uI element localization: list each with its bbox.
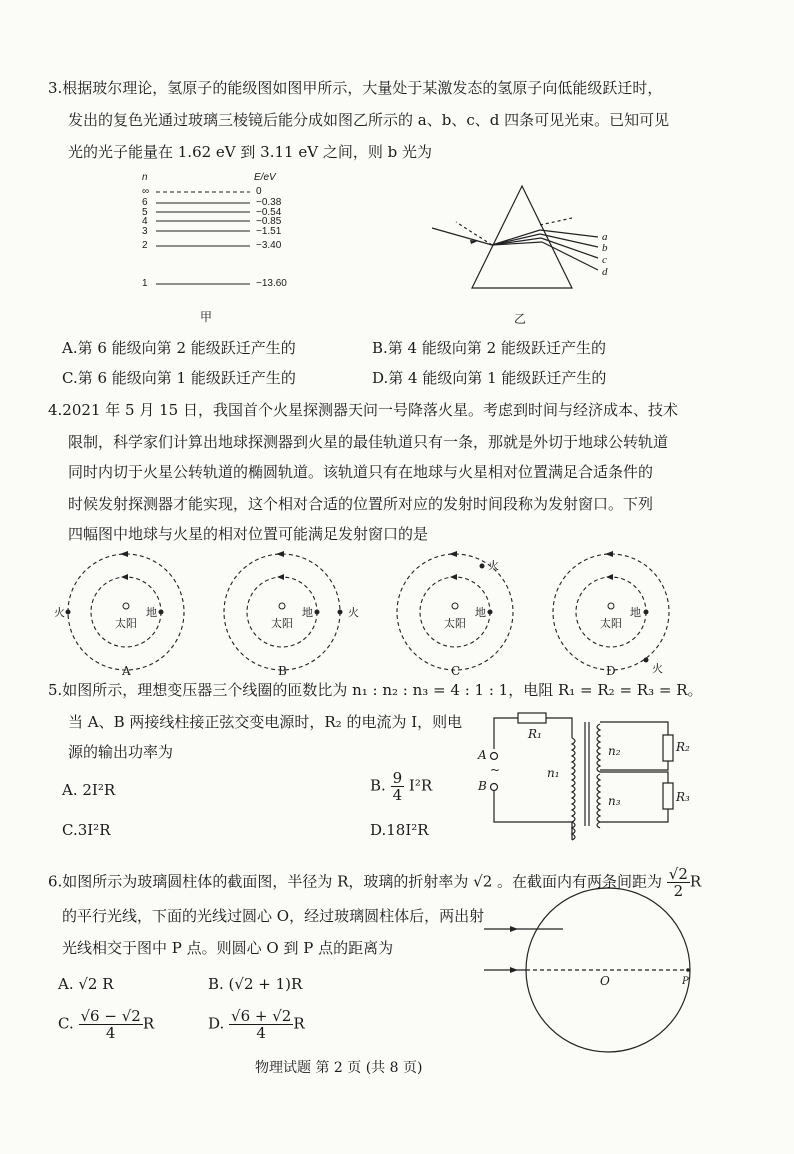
q3-line2: 发出的复色光通过玻璃三棱镜后能分成如图乙所示的 a、b、c、d 四条可见光束。已知可见	[68, 111, 670, 129]
sun-label-a: 太阳	[115, 617, 137, 630]
q4-line5: 四幅图中地球与火星的相对位置可能满足发射窗口的是	[68, 525, 429, 543]
level-n-6: 6	[142, 197, 148, 208]
q6-fraction-suffix: R	[689, 872, 702, 891]
n-header: n	[142, 172, 148, 183]
earth-label-a: 地	[146, 606, 157, 619]
caption-yi: 乙	[514, 312, 527, 326]
earth-label-c: 地	[475, 606, 486, 619]
sun-label-c: 太阳	[444, 617, 466, 630]
center-o-label: O	[600, 974, 610, 988]
q3-option-c: C.第 6 能级向第 1 能级跃迁产生的	[62, 369, 296, 387]
r1-label: R₁	[528, 727, 542, 741]
energy-level-lines	[156, 192, 250, 284]
fraction-numerator: √6 + √2	[231, 1007, 292, 1025]
q6-option-c-fraction	[79, 1008, 143, 1041]
glass-cylinder-diagram	[484, 888, 690, 1052]
q4-line3: 同时内切于火星公转轨道的椭圆轨道。该轨道只有在地球与火星相对位置满足合适条件的	[68, 463, 654, 481]
earth-label-d: 地	[630, 606, 641, 619]
q4-line2: 限制，科学家们计算出地球探测器到火星的最佳轨道只有一条，那就是外切于地球公转轨道	[68, 433, 669, 451]
fraction-numerator: √2	[668, 865, 688, 883]
q6-option-d	[208, 1008, 305, 1041]
q5-option-b-suffix: I²R	[408, 776, 433, 795]
q6-option-c-suffix: R	[142, 1014, 155, 1033]
level-n-1: 1	[142, 278, 148, 289]
q3-line1: 3.根据玻尔理论，氢原子的能级图如图甲所示，大量处于某激发态的氢原子向低能级跃迁时，	[48, 79, 663, 97]
q5-line3: 源的输出功率为	[68, 743, 174, 761]
fraction-numerator: √6 − √2	[80, 1007, 141, 1025]
q6-option-d-suffix: R	[293, 1014, 305, 1033]
page-footer: 物理试题 第 2 页 (共 8 页)	[255, 1060, 423, 1076]
q6-option-a: A. √2 R	[58, 975, 114, 993]
transformer-circuit	[491, 713, 674, 840]
q6-option-c-prefix: C.	[58, 1014, 74, 1033]
level-e-5: −0.54	[256, 207, 282, 218]
level-n-inf: ∞	[142, 186, 150, 197]
q5-option-c: C.3I²R	[62, 821, 111, 839]
q5-line2: 当 A、B 两接线柱接正弦交变电源时，R₂ 的电流为 I，则电	[68, 713, 463, 731]
orbit-caption-b: B	[278, 664, 287, 678]
q6-spacing-fraction	[667, 866, 690, 899]
mars-label-a: 火	[54, 606, 65, 619]
r3-label: R₃	[676, 790, 690, 804]
level-e-6: −0.38	[256, 197, 282, 208]
point-p-label: P	[682, 976, 689, 987]
n3-label: n₃	[608, 794, 621, 808]
q5-option-b-prefix: B.	[370, 776, 386, 795]
earth-label-b: 地	[302, 606, 313, 619]
beam-label-b: b	[602, 242, 608, 254]
q3-line3: 光的光子能量在 1.62 eV 到 3.11 eV 之间，则 b 光为	[68, 143, 432, 161]
q5-option-d: D.18I²R	[370, 821, 429, 839]
orbit-caption-d: D	[606, 664, 616, 678]
q5-option-b	[370, 770, 432, 803]
q5-line1: 5.如图所示，理想变压器三个线圈的匝数比为 n₁ : n₂ : n₃ = 4 : 1 : 1，电阻 R₁ = R₂ = R₃ = R。	[48, 681, 703, 699]
q3-option-b: B.第 4 能级向第 2 能级跃迁产生的	[372, 339, 606, 357]
q6-option-d-fraction	[229, 1008, 293, 1041]
terminal-b-label: B	[478, 779, 487, 793]
r2-label: R₂	[676, 740, 690, 754]
q4-line1: 4.2021 年 5 月 15 日，我国首个火星探测器天问一号降落火星。考虑到时间与经济成本、技术	[48, 401, 678, 419]
mars-label-d: 火	[652, 662, 663, 675]
level-n-4: 4	[142, 216, 148, 227]
fraction-denominator: 2	[673, 882, 684, 900]
q3-option-a: A.第 6 能级向第 2 能级跃迁产生的	[62, 339, 296, 357]
n1-label: n₁	[547, 766, 560, 780]
beam-label-a: a	[602, 231, 608, 243]
level-e-1: −13.60	[256, 278, 287, 289]
q6-option-c	[58, 1008, 154, 1041]
e-header: E/eV	[254, 172, 276, 183]
q4-line4: 时候发射探测器才能实现，这个相对合适的位置所对应的发射时间段称为发射窗口。下列	[68, 495, 654, 513]
q6-line1-text: 6.如图所示为玻璃圆柱体的截面图，半径为 R，玻璃的折射率为 √2 。在截面内有两条间距为	[48, 872, 663, 891]
n2-label: n₂	[608, 744, 621, 758]
prism-figure	[432, 186, 598, 288]
caption-jia: 甲	[200, 310, 213, 324]
q6-option-d-prefix: D.	[208, 1014, 225, 1033]
level-e-inf: 0	[256, 186, 262, 197]
q5-option-a: A. 2I²R	[62, 781, 116, 799]
ac-source-label: ~	[490, 763, 501, 777]
beam-label-c: c	[602, 254, 607, 266]
q3-option-d: D.第 4 能级向第 1 能级跃迁产生的	[372, 369, 607, 387]
fraction-numerator: 9	[392, 769, 403, 787]
mars-label-c: 火	[488, 559, 499, 572]
sun-label-b: 太阳	[271, 617, 293, 630]
mars-label-b: 火	[348, 606, 359, 619]
q6-line3: 光线相交于图中 P 点。则圆心 O 到 P 点的距离为	[62, 939, 394, 957]
level-e-4: −0.85	[256, 216, 282, 227]
level-n-2: 2	[142, 240, 148, 251]
level-e-2: −3.40	[256, 240, 282, 251]
beam-label-d: d	[602, 266, 608, 278]
fraction-denominator: 4	[392, 786, 403, 804]
q5-option-b-fraction	[391, 770, 405, 803]
q6-line1	[48, 866, 701, 899]
fraction-denominator: 4	[105, 1024, 116, 1042]
level-n-3: 3	[142, 226, 148, 237]
q6-line2: 的平行光线，下面的光线过圆心 O，经过玻璃圆柱体后，两出射	[62, 907, 485, 925]
q6-option-b: B. (√2 + 1)R	[208, 975, 303, 993]
level-e-3: −1.51	[256, 226, 282, 237]
level-n-5: 5	[142, 207, 148, 218]
sun-label-d: 太阳	[600, 617, 622, 630]
orbit-diagrams	[68, 554, 669, 670]
fraction-denominator: 4	[256, 1024, 266, 1042]
terminal-a-label: A	[478, 748, 487, 762]
orbit-caption-a: A	[122, 664, 131, 678]
orbit-caption-c: C	[451, 664, 461, 678]
